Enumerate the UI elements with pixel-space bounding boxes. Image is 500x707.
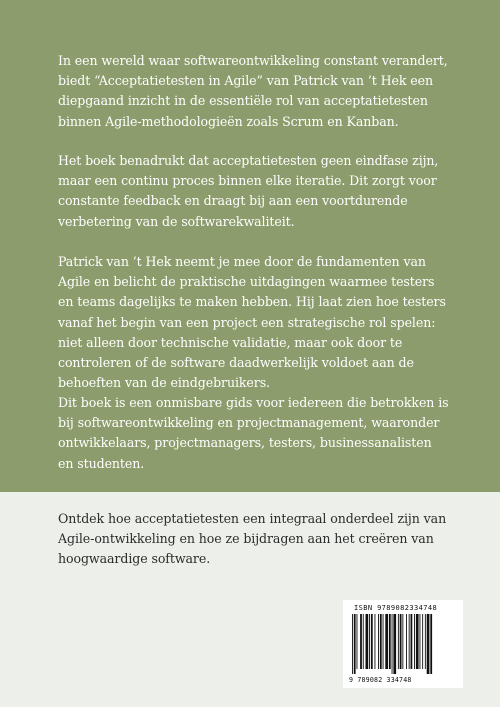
- barcode-bar: [383, 614, 384, 669]
- barcode-bar: [366, 614, 369, 669]
- barcode-bar: [425, 614, 426, 669]
- barcode-bar: [402, 614, 403, 669]
- barcode-bar: [371, 614, 373, 669]
- barcode-bar: [357, 614, 358, 669]
- barcode-bar: [360, 614, 362, 669]
- barcode-bar: [392, 614, 393, 674]
- barcode-bar: [422, 614, 423, 669]
- barcode-bar: [389, 614, 391, 669]
- barcode-bar: [427, 614, 430, 674]
- barcode-bar: [369, 614, 370, 669]
- barcode-bar: [354, 614, 356, 674]
- barcode-bar: [375, 614, 376, 669]
- blurb-paragraph-author: Patrick van ’t Hek neemt je mee door de fundamenten van Agile en belicht de praktische uitdagingen waarmee testers en teams dagelijks te maken hebben. Hij laat zien hoe testers vanaf het begin van een project een strategische rol spelen: niet alleen door technische validatie, maar ook door te controleren of de software daadwerkelijk voldoet aan de behoeften van de eindgebruikers.: [58, 254, 446, 391]
- isbn-barcode: [343, 600, 463, 688]
- barcode-bar: [378, 614, 379, 669]
- barcode-bar: [363, 614, 364, 669]
- blurb-paragraph-audience: Dit boek is een onmisbare gids voor iedereen die betrokken is bij softwareontwikkeling en projectmanagement, waaronder ontwikkelaars, projectmanagers, testers, businessanalisten en studenten.: [58, 395, 449, 471]
- barcode-bar: [406, 614, 407, 669]
- barcode-bar: [380, 614, 382, 669]
- barcode-bar: [400, 614, 402, 669]
- barcode-bar: [393, 614, 396, 674]
- barcode-bar: [385, 614, 388, 669]
- barcode-bar: [411, 614, 413, 669]
- blurb-paragraph-intro: In een wereld waar softwareontwikkeling constant verandert, biedt “Acceptatietesten in Agile” van Patrick van ’t Hek een diepgaand inzicht in de essentiële rol van acceptatietesten binnen Agile-methodologieën zoals Scrum en Kanban.: [58, 53, 448, 129]
- blurb-paragraph-process: Het boek benadrukt dat acceptatietesten geen eindfase zijn, maar een continu proces binnen elke iteratie. Dit zorgt voor constante feedback en draagt bij aan een voortdurende verbetering van de softwarekwaliteit.: [58, 153, 439, 229]
- barcode-bar: [430, 614, 432, 674]
- barcode-bar: [398, 614, 399, 669]
- isbn-digits: 9 789082 334748: [349, 676, 412, 684]
- barcode-bars: [351, 614, 455, 674]
- closing-paragraph: Ontdek hoe acceptatietesten een integraal onderdeel zijn van Agile-ontwikkeling en hoe ze bijdragen aan het creëren van hoogwaardige software.: [58, 511, 447, 567]
- barcode-bar: [352, 614, 353, 674]
- isbn-label: ISBN 9789082334748: [354, 604, 438, 612]
- barcode-bar: [420, 614, 421, 669]
- barcode-bar: [409, 614, 410, 669]
- barcode-bar: [414, 614, 415, 669]
- barcode-bar: [416, 614, 419, 669]
